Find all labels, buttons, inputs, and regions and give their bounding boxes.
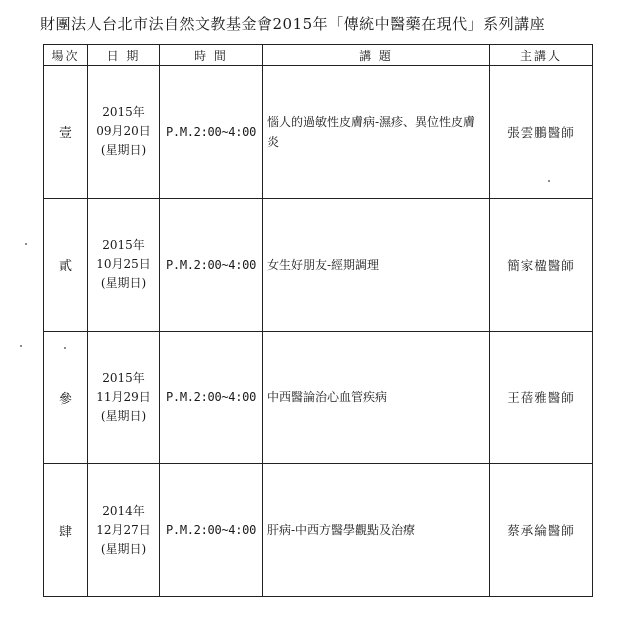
time-cell: P.M.2:00~4:00 bbox=[160, 66, 263, 199]
date-cell bbox=[88, 66, 160, 199]
page-title: 財團法人台北市法自然文教基金會2015年「傳統中醫藥在現代」系列講座 bbox=[40, 15, 546, 33]
date-weekday: (星期日) bbox=[100, 143, 147, 158]
session-cell: 參 bbox=[44, 331, 88, 464]
date-weekday: (星期日) bbox=[100, 276, 147, 291]
date-day: 10月25日 bbox=[96, 257, 151, 272]
date-year: 2015年 bbox=[102, 370, 145, 385]
table-row bbox=[44, 198, 593, 331]
topic-cell: 中西醫論治心血管疾病 bbox=[263, 331, 490, 464]
table-row bbox=[44, 331, 593, 464]
topic-cell: 女生好朋友-經期調理 bbox=[263, 198, 490, 331]
date-day: 09月20日 bbox=[96, 124, 151, 139]
date-cell bbox=[88, 464, 160, 597]
scan-speck bbox=[548, 180, 550, 182]
header-speaker: 主講人 bbox=[490, 45, 593, 66]
lecture-schedule-table bbox=[43, 44, 593, 597]
time-cell: P.M.2:00~4:00 bbox=[160, 198, 263, 331]
header-session: 場次 bbox=[44, 45, 88, 66]
date-weekday: (星期日) bbox=[100, 408, 147, 423]
header-time: 時 間 bbox=[160, 45, 263, 66]
header-date: 日 期 bbox=[88, 45, 160, 66]
table-row bbox=[44, 66, 593, 199]
speaker-cell: 蔡承綸醫師 bbox=[490, 464, 593, 597]
time-cell: P.M.2:00~4:00 bbox=[160, 464, 263, 597]
date-weekday: (星期日) bbox=[100, 541, 147, 556]
date-year: 2015年 bbox=[102, 105, 145, 120]
date-day: 12月27日 bbox=[96, 522, 151, 537]
table-row bbox=[44, 464, 593, 597]
topic-cell: 惱人的過敏性皮膚病-濕疹、異位性皮膚炎 bbox=[263, 66, 490, 199]
date-year: 2015年 bbox=[102, 238, 145, 253]
scan-speck bbox=[64, 347, 66, 349]
date-cell bbox=[88, 198, 160, 331]
speaker-cell: 王蓓雅醫師 bbox=[490, 331, 593, 464]
session-cell: 肆 bbox=[44, 464, 88, 597]
date-cell bbox=[88, 331, 160, 464]
time-cell: P.M.2:00~4:00 bbox=[160, 331, 263, 464]
date-year: 2014年 bbox=[102, 503, 145, 518]
speaker-cell: 簡家楹醫師 bbox=[490, 198, 593, 331]
session-cell: 壹 bbox=[44, 66, 88, 199]
scan-speck bbox=[20, 345, 22, 347]
table-header-row bbox=[44, 45, 593, 66]
scan-speck bbox=[25, 243, 27, 245]
date-day: 11月29日 bbox=[96, 389, 151, 404]
session-cell: 貳 bbox=[44, 198, 88, 331]
header-topic: 講 題 bbox=[263, 45, 490, 66]
speaker-cell: 張雲鵬醫師 bbox=[490, 66, 593, 199]
topic-cell: 肝病-中西方醫學觀點及治療 bbox=[263, 464, 490, 597]
